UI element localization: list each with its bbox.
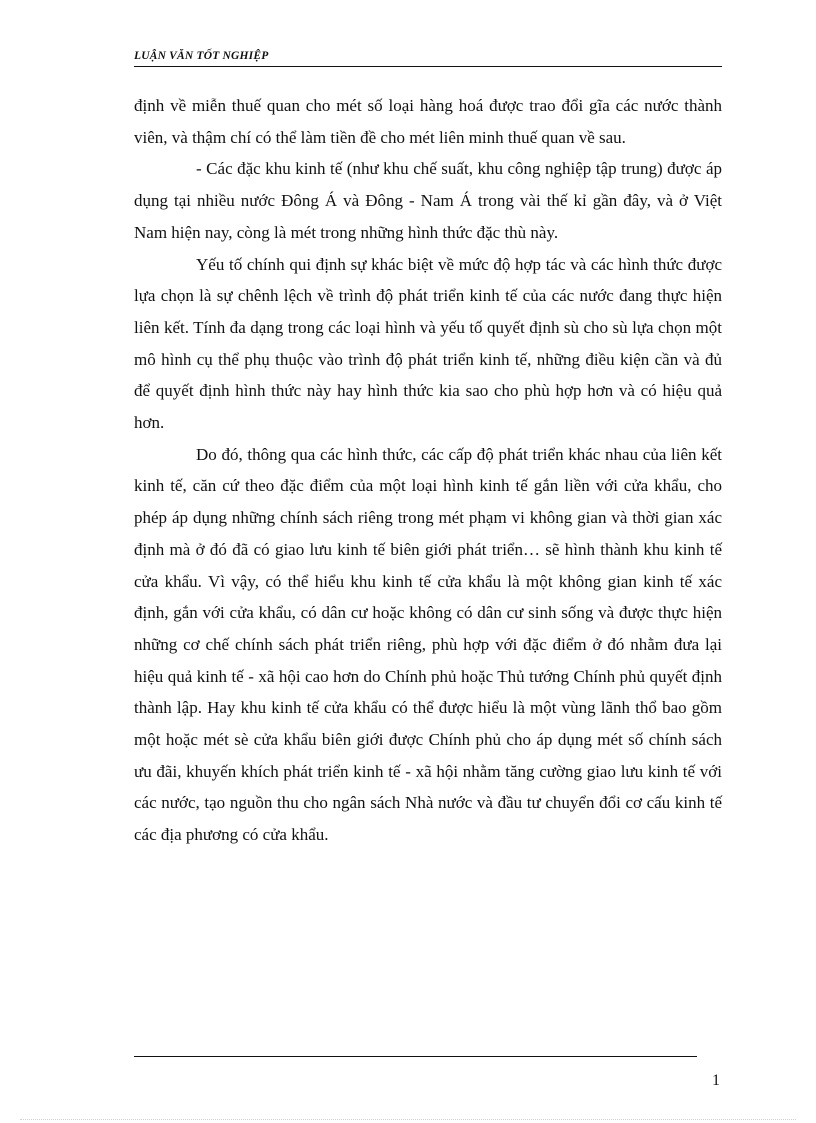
body-text: [134, 90, 722, 851]
paragraph-4: Do đó, thông qua các hình thức, các cấp độ phát triển khác nhau của liên kết kinh tế, căn cứ theo đặc điểm của một loại hình kinh tế gắn liền với cửa khẩu, cho phép áp dụng những chính sách riêng trong mét phạm vi không gian và thời gian xác định mà ở đó đã có giao lưu kinh tế biên giới phát triển… sẽ hình thành khu kinh tế cửa khẩu. Vì vậy, có thể hiểu khu kinh tế cửa khẩu là một không gian kinh tế xác định, gắn với cửa khẩu, có dân cư hoặc không có dân cư sinh sống và được thực hiện những cơ chế chính sách phát triển riêng, phù hợp với đặc điểm ở đó nhằm đưa lại hiệu quả kinh tế - xã hội cao hơn do Chính phủ hoặc Thủ tướng Chính phủ quyết định thành lập. Hay khu kinh tế cửa khẩu có thể được hiểu là một vùng lãnh thổ bao gồm một hoặc mét sè cửa khẩu biên giới được Chính phủ cho áp dụng mét số chính sách ưu đãi, khuyến khích phát triển kinh tế - xã hội nhằm tăng cường giao lưu kinh tế với các nước, tạo nguồn thu cho ngân sách Nhà nước và đầu tư chuyển đổi cơ cấu kinh tế các địa phương có cửa khẩu.: [134, 444, 722, 845]
paragraph-3: Yếu tố chính qui định sự khác biệt về mức độ hợp tác và các hình thức được lựa chọn là sự chênh lệch về trình độ phát triển kinh tế của các nước đang thực hiện liên kết. Tính đa dạng trong các loại hình và yếu tố quyết định sù cho sù lựa chọn một mô hình cụ thể phụ thuộc vào trình độ phát triển kinh tế, những điều kiện cần và đủ để quyết định hình thức này hay hình thức kia sao cho phù hợp hơn và có hiệu quả hơn.: [134, 254, 722, 433]
page-header: [134, 48, 722, 67]
paragraph-2: - Các đặc khu kinh tế (như khu chế suất, khu công nghiệp tập trung) được áp dụng tại nhiều nước Đông Á và Đông - Nam Á trong vài thế kỉ gần đây, và ở Việt Nam hiện nay, còng là mét trong những hình thức đặc thù này.: [134, 159, 722, 242]
footer-divider: [134, 1056, 697, 1057]
header-title: LUẬN VĂN TỐT NGHIỆP: [134, 50, 269, 62]
page-number: 1: [712, 1072, 720, 1089]
paragraph-1: định về miễn thuế quan cho mét số loại hàng hoá được trao đổi gĩa các nước thành viên, và thậm chí có thể làm tiền đề cho mét liên minh thuế quan về sau.: [134, 96, 722, 147]
page-edge-divider: [20, 1119, 796, 1120]
